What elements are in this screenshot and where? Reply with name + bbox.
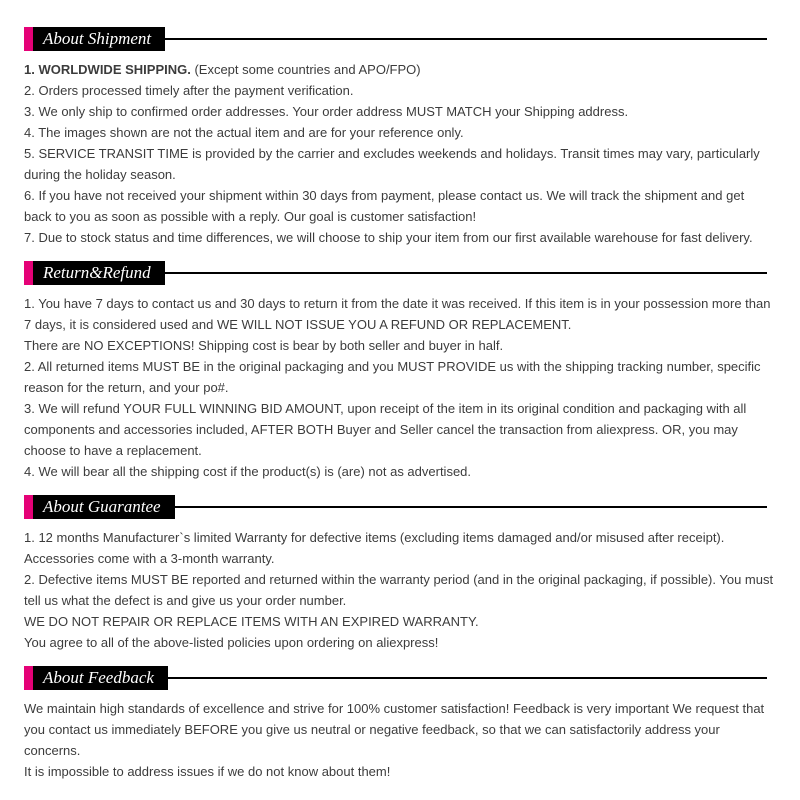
- policy-line: 2. Orders processed timely after the payment verification.: [24, 83, 354, 98]
- policy-line: We maintain high standards of excellence and strive for 100% customer satisfaction! Feedback is very important We request that you contact us immediately BEFORE you give us neutral or negative feedback, so that we can satisfactorily address your concerns.: [24, 701, 765, 758]
- accent-bar: [24, 666, 33, 690]
- section-header: [24, 261, 775, 285]
- section-header: [24, 495, 775, 519]
- policy-line: 7. Due to stock status and time differences, we will choose to ship your item from our first available warehouse for fast delivery.: [24, 230, 753, 245]
- policy-line-text: (Except some countries and APO/FPO): [190, 62, 421, 77]
- section-title: Return&Refund: [33, 261, 165, 285]
- policy-line: WE DO NOT REPAIR OR REPLACE ITEMS WITH AN EXPIRED WARRANTY.: [24, 614, 479, 629]
- header-rule: [165, 272, 767, 274]
- policy-line: You agree to all of the above-listed policies upon ordering on aliexpress!: [24, 635, 439, 650]
- section-body: [24, 527, 775, 653]
- policy-line: There are NO EXCEPTIONS! Shipping cost is bear by both seller and buyer in half.: [24, 338, 504, 353]
- section-body: [24, 293, 775, 482]
- policy-line: 1. 12 months Manufacturer`s limited Warranty for defective items (excluding items damaged and/or misused after receipt). Accessories come with a 3-month warranty.: [24, 530, 725, 566]
- policy-line: 4. We will bear all the shipping cost if the product(s) is (are) not as advertised.: [24, 464, 472, 479]
- section-title: About Shipment: [33, 27, 165, 51]
- accent-bar: [24, 27, 33, 51]
- policy-line: [24, 59, 775, 80]
- section-header: [24, 27, 775, 51]
- accent-bar: [24, 495, 33, 519]
- header-rule: [175, 506, 767, 508]
- section-feedback: [24, 666, 775, 782]
- policy-line: 1. You have 7 days to contact us and 30 days to return it from the date it was received. If this item is in your possession more than 7 days, it is considered used and WE WILL NOT ISSUE YOU A REFUND OR REPLACEMENT.: [24, 296, 771, 332]
- section-title: About Feedback: [33, 666, 168, 690]
- section-guarantee: [24, 495, 775, 653]
- policy-line: It is impossible to address issues if we do not know about them!: [24, 764, 391, 779]
- section-return-refund: [24, 261, 775, 482]
- section-body: [24, 698, 775, 782]
- policy-line: 6. If you have not received your shipment within 30 days from payment, please contact us. We will track the shipment and get back to you as soon as possible with a reply. Our goal is customer satisfaction!: [24, 188, 745, 224]
- section-header: [24, 666, 775, 690]
- section-title: About Guarantee: [33, 495, 175, 519]
- accent-bar: [24, 261, 33, 285]
- policy-line: 2. Defective items MUST BE reported and returned within the warranty period (and in the original packaging, if possible). You must tell us what the defect is and give us your order number.: [24, 572, 774, 608]
- policy-line: 4. The images shown are not the actual item and are for your reference only.: [24, 125, 464, 140]
- header-rule: [165, 38, 767, 40]
- section-shipment: [24, 27, 775, 248]
- policy-line: 5. SERVICE TRANSIT TIME is provided by the carrier and excludes weekends and holidays. Transit times may vary, particularly during the holiday season.: [24, 146, 760, 182]
- policy-line: 3. We only ship to confirmed order addresses. Your order address MUST MATCH your Shipping address.: [24, 104, 629, 119]
- header-rule: [168, 677, 767, 679]
- section-body: [24, 59, 775, 248]
- policy-line: 3. We will refund YOUR FULL WINNING BID AMOUNT, upon receipt of the item in its original condition and packaging with all components and accessories included, AFTER BOTH Buyer and Seller cancel the transaction from aliexpress. OR, you may choose to have a replacement.: [24, 401, 747, 458]
- policy-line-bold: 1. WORLDWIDE SHIPPING.: [24, 62, 191, 77]
- policy-line: 2. All returned items MUST BE in the original packaging and you MUST PROVIDE us with the shipping tracking number, specific reason for the return, and your po#.: [24, 359, 761, 395]
